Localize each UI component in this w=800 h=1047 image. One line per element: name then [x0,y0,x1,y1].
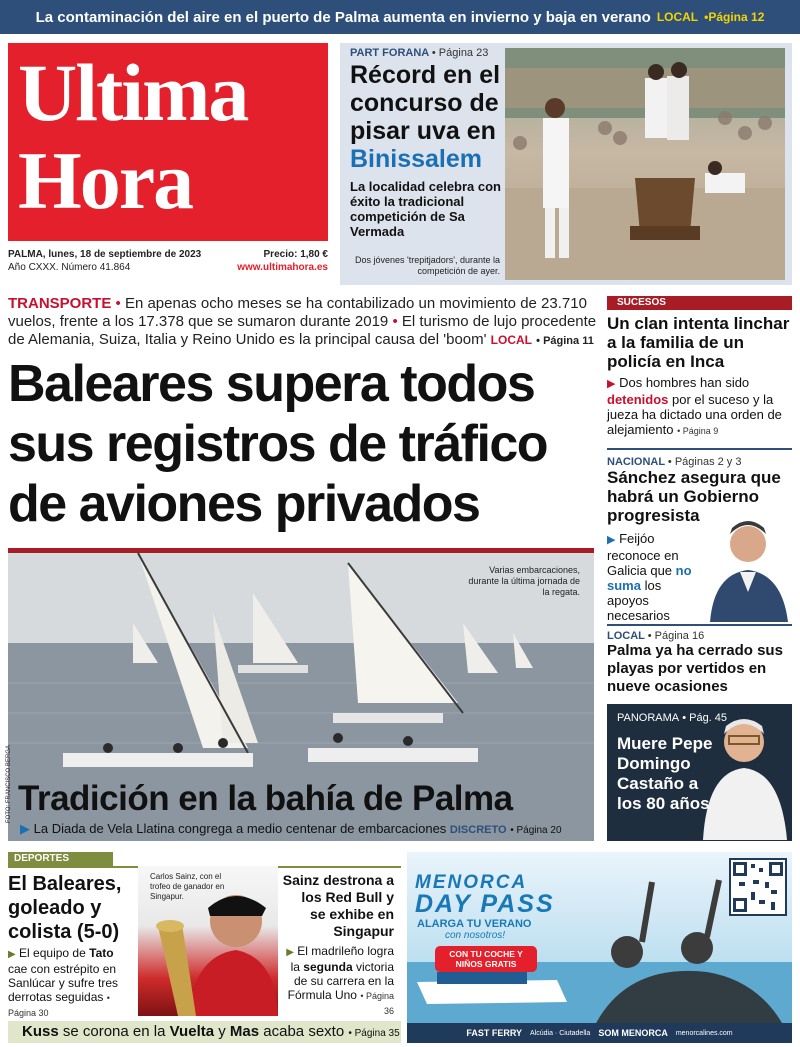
ad-site: menorcalines.com [675,1029,733,1037]
photo-credit: FOTO: FRANCISCO BERGA [6,745,12,823]
photo-story-title: Tradición en la bahía de Palma [18,779,513,818]
divider-2 [607,624,792,626]
panorama-story[interactable] [607,704,792,841]
sanchez-portrait [700,512,792,622]
sainz-title: Sainz destrona a los Red Bull y se exhibe en Singapur [282,872,394,939]
ad-ferry: FAST FERRY [466,1028,523,1038]
qr-code-icon[interactable] [729,858,787,916]
local-title: Palma ya ha cerrado sus playas por vertidos en nueve ocasiones [607,642,783,695]
dateline [8,248,328,274]
edition-date: PALMA, lunes, 18 de septiembre de 2023 [8,249,202,260]
lead-text-2: El turismo de lujo procedente de Alemania, Suiza, Italia y Reino Unido es la principal causa del 'boom' [8,313,597,348]
teaser-page: • Página 23 [431,47,489,59]
baleares-title: El Baleares, goleado y colista (5-0) [8,873,122,943]
ad-line-4: con nosotros! [445,930,506,941]
teaser-title: Récord en el concurso de pisar uva en Binissalem [350,61,501,173]
menorca-day-pass-ad[interactable] [407,852,792,1043]
castano-portrait [699,712,789,840]
top-teaser-bar[interactable] [0,0,800,34]
lead-summary: TRANSPORTE • En apenas ocho meses se ha contabilizado un movimiento de 23.710 vuelos, frente a los 17.378 que se sumaron durante 2019 • El turismo de lujo procedente de Alemania, Suiza, Italia y Reino Unido es la principal causa del 'boom' LOCAL • Página 11 [8,295,597,348]
grape-stomping-photo [505,48,785,280]
teaser-caption: Dos jóvenes 'trepitjadors', durante la competición de ayer. [354,255,500,276]
panorama-title: Muere Pepe Domingo Castaño a los 80 años [617,734,713,813]
ad-line-3: ALARGA TU VERANO [417,918,532,930]
divider-1 [607,448,792,450]
lead-text-1: En apenas ocho meses se ha contabilizado un movimiento de 23.710 vuelos, frente a los 17.378 que se sumaron durante 2019 [8,295,587,330]
teaser-subtitle: La localidad celebra con éxito la tradicional competición de Sa Vermada [350,179,501,239]
sainz-body: ▶ El madrileño logra la segunda victoria de su carrera en la Fórmula Uno • Página 36 [286,944,394,1016]
photo-story-subtitle: ▶ La Diada de Vela Llatina congrega a medio centenar de embarcaciones DISCRETO • Página 20 [20,821,562,836]
part-forana-teaser[interactable] [340,43,792,285]
ad-offer-pill[interactable]: CON TU COCHE Y NIÑOS GRATIS [435,946,537,972]
sucesos-title: Un clan intenta linchar a la familia de un policía en Inca [607,314,790,371]
top-teaser-page: •Página 12 [704,10,765,24]
logo-line-1: Ultima [18,47,248,138]
site-url[interactable]: www.ultimahora.es [237,262,328,273]
deportes-bar: DEPORTES [8,852,113,866]
lead-kicker: TRANSPORTE [8,295,112,312]
kuss-strip[interactable]: Kuss se corona en la Vuelta y Mas acaba sexto • Página 35 [8,1021,401,1043]
logo-line-2: Hora [18,135,193,226]
nacional-kicker: NACIONAL • Páginas 2 y 3 [607,456,742,468]
lead-section: LOCAL [490,333,532,347]
baleares-body: ▶ El equipo de Tato cae con estrépito en Sanlúcar y sufre tres derrotas seguidas • Página 30 [8,946,119,1018]
ad-route: Alcúdia · Ciutadella [530,1029,591,1037]
baleares-story[interactable] [8,872,136,1020]
sainz-caption: Carlos Sainz, con el trofeo de ganador en Singapur. [150,872,225,901]
sucesos-story[interactable] [607,314,792,439]
ad-brand: SOM MENORCA [598,1028,668,1038]
nacional-body: ▶ Feijóo reconoce en Galicia que no suma los apoyos necesarios [607,531,692,623]
price: Precio: 1,80 € [263,249,328,260]
local-kicker: LOCAL • Página 16 [607,630,705,642]
nacional-title: Sánchez asegura que habrá un Gobierno progresista [607,468,781,525]
top-teaser-text: La contaminación del aire en el puerto de Palma aumenta en invierno y baja en verano [35,8,651,26]
lead-headline[interactable]: Baleares supera todos sus registros de tráfico de aviones privados [8,355,548,533]
sucesos-bar: SUCESOS [607,296,792,310]
top-teaser-section: LOCAL [656,10,699,24]
lead-page: • Página 11 [536,335,594,347]
ad-line-1: MENORCA [415,872,528,893]
panorama-kicker: PANORAMA • Pág. 45 [617,712,728,724]
teaser-kicker: PART FORANA • Página 23 [350,47,489,59]
photo-caption: Varias embarcaciones, durante la última jornada de la regata. [468,565,580,597]
sucesos-body: ▶ Dos hombres han sido detenidos por el suceso y la jueza ha dictado una orden de alejamiento • Página 9 [607,375,782,437]
ad-line-2: DAY PASS [415,890,555,918]
ad-footer [407,1023,792,1043]
issue-number: Año CXXX. Número 41.864 [8,262,131,273]
sainz-story[interactable] [282,872,394,1018]
masthead-logo[interactable] [8,43,328,241]
sailing-photo-story[interactable] [8,553,594,841]
local-story[interactable] [607,630,792,696]
